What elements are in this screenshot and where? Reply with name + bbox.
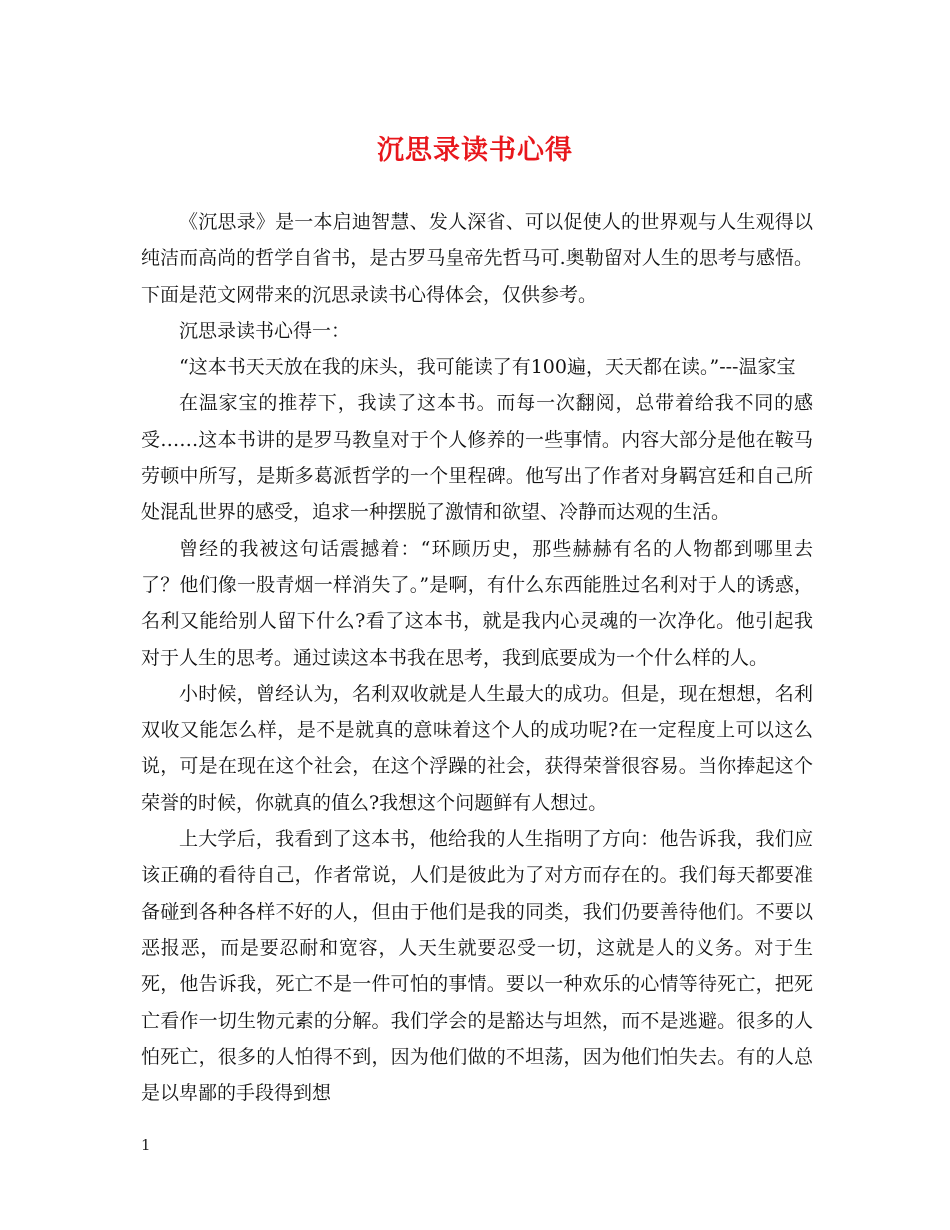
paragraph-intro: 《沉思录》是一本启迪智慧、发人深省、可以促使人的世界观与人生观得以纯洁而高尚的哲学自省书，是古罗马皇帝先哲马可.奥勒留对人生的思考与感悟。下面是范文网带来的沉思录读书心得体会，仅供参考。 <box>141 211 813 306</box>
document-body <box>141 204 813 1111</box>
paragraph-childhood: 小时候，曾经认为，名利双收就是人生最大的成功。但是，现在想想，名利双收又能怎么样，是不是就真的意味着这个人的成功呢?在一定程度上可以这么说，可是在现在这个社会，在这个浮躁的社会，获得荣誉很容易。当你捧起这个荣誉的时候，你就真的值么?我想这个问题鲜有人想过。 <box>141 682 813 814</box>
paragraph-reflection: 曾经的我被这句话震撼着：“环顾历史，那些赫赫有名的人物都到哪里去了？他们像一股青烟一样消失了。”是啊，有什么东西能胜过名利对于人的诱惑，名利又能给别人留下什么?看了这本书，就是我内心灵魂的一次净化。他引起我对于人生的思考。通过读这本书我在思考，我到底要成为一个什么样的人。 <box>141 537 813 669</box>
paragraph-quote: “这本书天天放在我的床头，我可能读了有100遍，天天都在读。”---温家宝 <box>179 356 796 379</box>
paragraph-university: 上大学后，我看到了这本书，他给我的人生指明了方向：他告诉我，我们应该正确的看待自己，作者常说，人们是彼此为了对方而存在的。我们每天都要准备碰到各种各样不好的人，但由于他们是我的同类，我们仍要善待他们。不要以恶报恶，而是要忍耐和宽容，人天生就要忍受一切，这就是人的义务。对于生死，他告诉我，死亡不是一件可怕的事情。要以一种欢乐的心情等待死亡，把死亡看作一切生物元素的分解。我们学会的是豁达与坦然，而不是逃避。很多的人怕死亡，很多的人怕得不到，因为他们做的不坦荡，因为他们怕失去。有的人总是以卑鄙的手段得到想 <box>141 828 813 1105</box>
paragraph-section-heading: 沉思录读书心得一： <box>179 319 351 342</box>
page-number: 1 <box>141 1136 151 1154</box>
paragraph-recommendation: 在温家宝的推荐下，我读了这本书。而每一次翻阅，总带着给我不同的感受……这本书讲的是罗马教皇对于个人修养的一些事情。内容大部分是他在鞍马劳顿中所写，是斯多葛派哲学的一个里程碑。他写出了作者对身羁宫廷和自己所处混乱世界的感受，追求一种摆脱了激情和欲望、冷静而达观的生活。 <box>141 392 813 524</box>
document-title: 沉思录读书心得 <box>377 135 573 166</box>
